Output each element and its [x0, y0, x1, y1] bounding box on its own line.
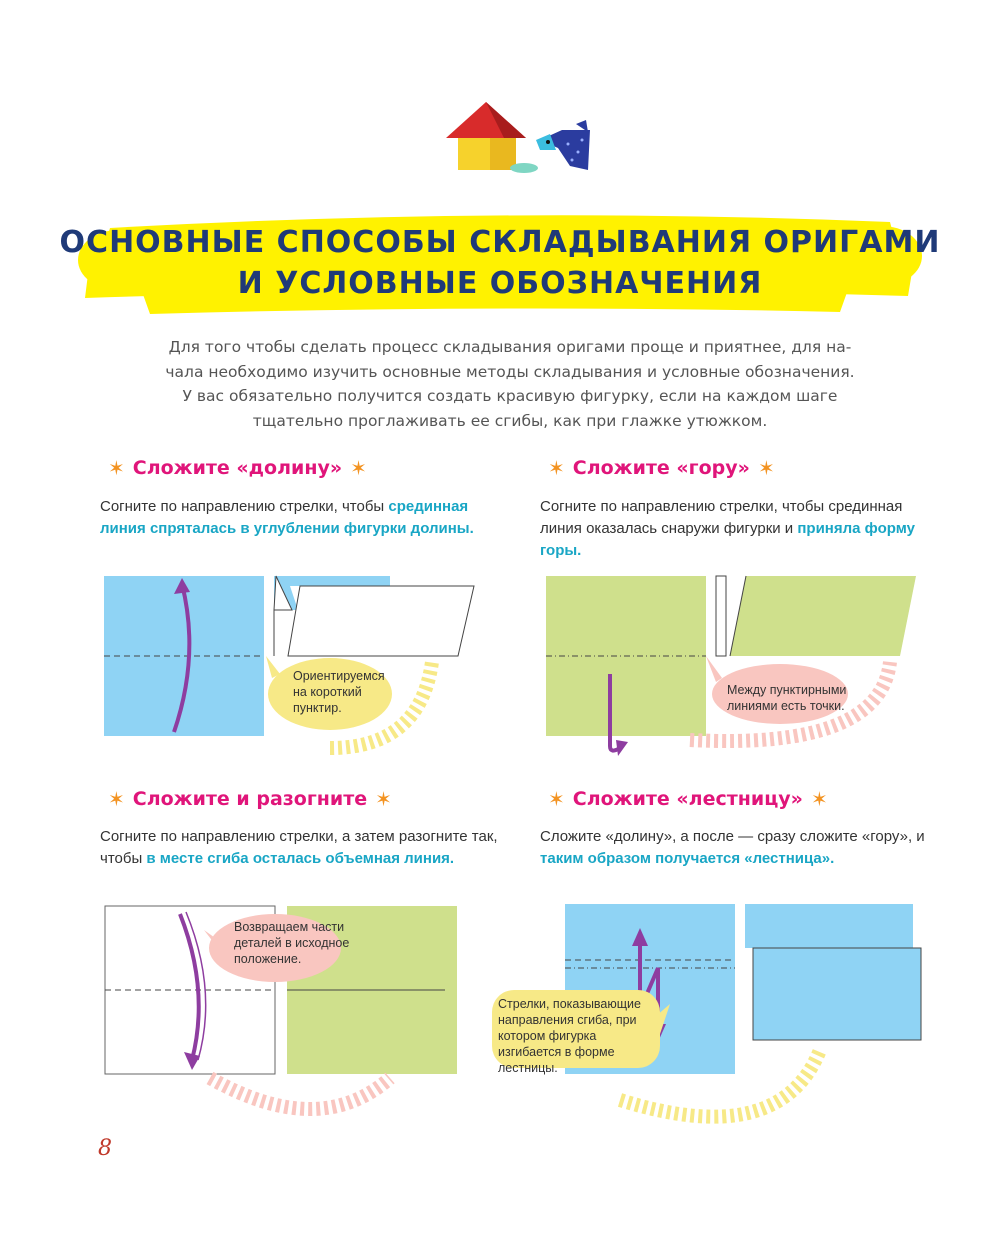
page-title-line-1: ОСНОВНЫЕ СПОСОБЫ СКЛАДЫВАНИЯ ОРИГАМИ [59, 225, 941, 260]
description-text: Сложите «долину», а после — сразу сложите «гору», и [540, 828, 925, 845]
description-text: Согните по направлению стрелки, а затем разогните так, чтобы [100, 828, 498, 867]
page-title-line-2: И УСЛОВНЫЕ ОБОЗНАЧЕНИЯ [237, 266, 763, 301]
section-description-mountain [540, 496, 940, 562]
valley-fold-diagram [100, 570, 480, 780]
description-highlight: срединная линия спряталась в углублении фигурки долины. [100, 498, 474, 537]
star-icon: ✶ [548, 456, 565, 480]
origami-dog-icon [536, 120, 590, 170]
origami-illustration [440, 96, 600, 186]
section-description-valley [100, 496, 500, 540]
intro-line: У вас обязательно получится создать красивую фигурку, если на каждом шаге [182, 387, 838, 405]
title-marker-background [70, 200, 930, 320]
star-icon: ✶ [108, 787, 125, 811]
star-icon: ✶ [810, 787, 828, 811]
section-title-mountain [540, 456, 783, 480]
description-text: Согните по направлению стрелки, чтобы срединная линия оказалась снаружи фигурки и [540, 498, 903, 537]
section-title-text: Сложите «лестницу» [572, 788, 803, 810]
section-title-valley [100, 456, 375, 480]
section-title-staircase [540, 787, 836, 811]
star-icon: ✶ [375, 787, 392, 811]
description-highlight: приняла форму горы. [540, 520, 915, 559]
star-icon: ✶ [350, 456, 367, 480]
section-description-fold-unfold [100, 826, 500, 870]
origami-house-icon [446, 102, 538, 173]
star-icon: ✶ [548, 787, 565, 811]
speech-bubble-mountain: Между пунктирными линиями есть точки. [727, 683, 847, 713]
section-title-text: Сложите «гору» [572, 457, 750, 479]
intro-line: чала необходимо изучить основные методы складывания и условные обозначения. [165, 362, 855, 381]
star-icon: ✶ [757, 456, 775, 480]
star-icon: ✶ [108, 456, 125, 480]
description-highlight: в месте сгиба осталась объемная линия. [146, 850, 455, 867]
intro-line: Для того чтобы сделать процесс складывания оригами проще и приятнее, для на- [168, 338, 852, 356]
description-text: Согните по направлению стрелки, чтобы [100, 498, 389, 515]
intro-paragraph [95, 335, 925, 433]
section-title-text: Сложите и разогните [132, 788, 368, 810]
intro-line: тщательно проглаживать ее сгибы, как при глажке утюжком. [252, 411, 768, 430]
speech-bubble-valley: Ориентируемся на короткий пунктир. [293, 669, 385, 715]
mountain-fold-diagram [540, 570, 920, 780]
section-title-text: Сложите «долину» [132, 457, 343, 479]
section-description-staircase [540, 826, 940, 870]
page-number: 8 [98, 1136, 112, 1161]
section-title-fold-unfold [100, 787, 400, 811]
speech-bubble-fold-unfold: Возвращаем части деталей в исходное положение. [234, 920, 350, 966]
speech-bubble-staircase: Стрелки, показывающие направления сгиба, при котором фигурка изгибается в форме лестницы. [498, 997, 641, 1075]
description-highlight: таким образом получается «лестница». [540, 850, 835, 867]
